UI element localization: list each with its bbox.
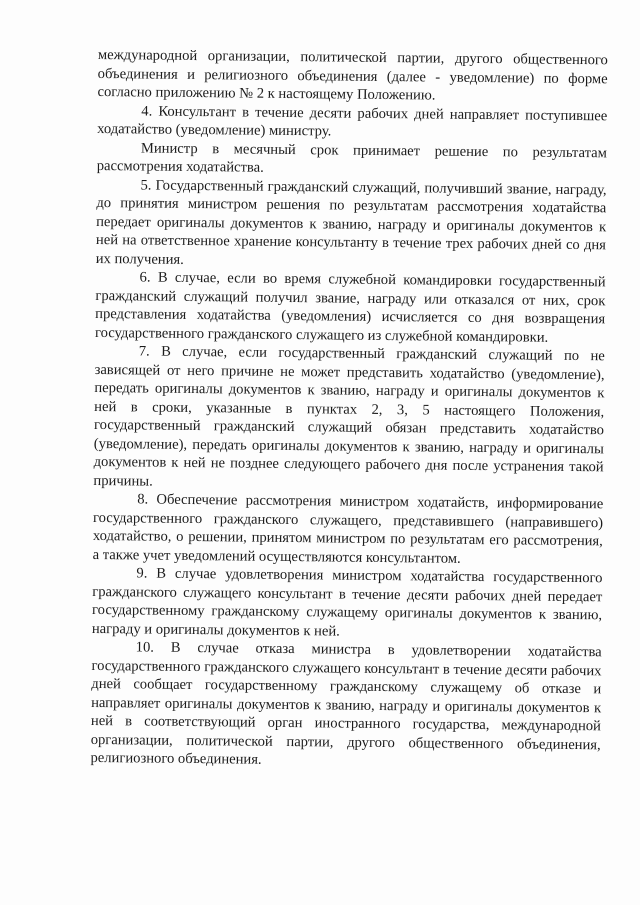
paragraph-7: 7. В случае, если государственный гражданский служащий по не зависящей от него причине не может представить ходатайство (уведомление), передать оригиналы документов к званию, награду и оригиналы документов к ней в сроки, указанные в пунктах 2, 3, 5 настоящего Положения, государственный гражданский служащий обязан представить ходатайство (уведомление), передать оригиналы документов к званию, награду и оригиналы документов к ней не позднее следующего рабочего дня после устранения такой причины. — [93, 343, 605, 490]
paragraph-9: 9. В случае удовлетворения министром ходатайства государственного гражданского служащего консультант в течение десяти рабочих дней передает государственному гражданскому служащему оригиналы документов к званию, награду и оригиналы документов к ней. — [91, 565, 603, 640]
paragraph-5: 5. Государственный гражданский служащий, получивший звание, награду, до принятия министром решения по результатам рассмотрения ходатайства передает оригиналы документов к званию, награду и оригиналы документов к ней на ответственное хранение консультанту в течение трех рабочих дней со дня их получения. — [95, 176, 607, 268]
document-body — [90, 46, 608, 773]
paragraph-6: 6. В случае, если во время служебной командировки государственный гражданский служащий получил звание, награду или отказался от них, срок представления ходатайства (уведомления) исчисляется со дня возвращения государственного гражданского служащего из служебной командировки. — [94, 269, 606, 346]
paragraph-10: 10. В случае отказа министра в удовлетворении ходатайства государственного гражданского служащего консультант в течение десяти рабочих дней сообщает государственному гражданскому служащему об отказе и направляет оригиналы документов к званию, награду и оригиналы документов к ней в соответствующий орган иностранного государства, международной организации, политической партии, другого общественного объединения, религиозного объединения. — [90, 639, 602, 768]
paragraph-minister-decision: Министр в месячный срок принимает решение по результатам рассмотрения ходатайства. — [96, 139, 607, 176]
paragraph-4: 4. Консультант в течение десяти рабочих дней направляет поступившее ходатайство (уведомление) министру. — [97, 102, 608, 140]
paragraph-8: 8. Обеспечение рассмотрения министром ходатайств, информирование государственного гражданского служащего, представившего (направившего) ходатайство, о решении, принятом министром по результатам его рассмотрения, а также учет уведомлений осуществляются консультантом. — [92, 491, 604, 567]
paragraph-continuation: международной организации, политической партии, другого общественного объединения и религиозного объединения (далее - уведомление) по форме согласно приложению № 2 к настоящему Положению. — [97, 46, 608, 104]
